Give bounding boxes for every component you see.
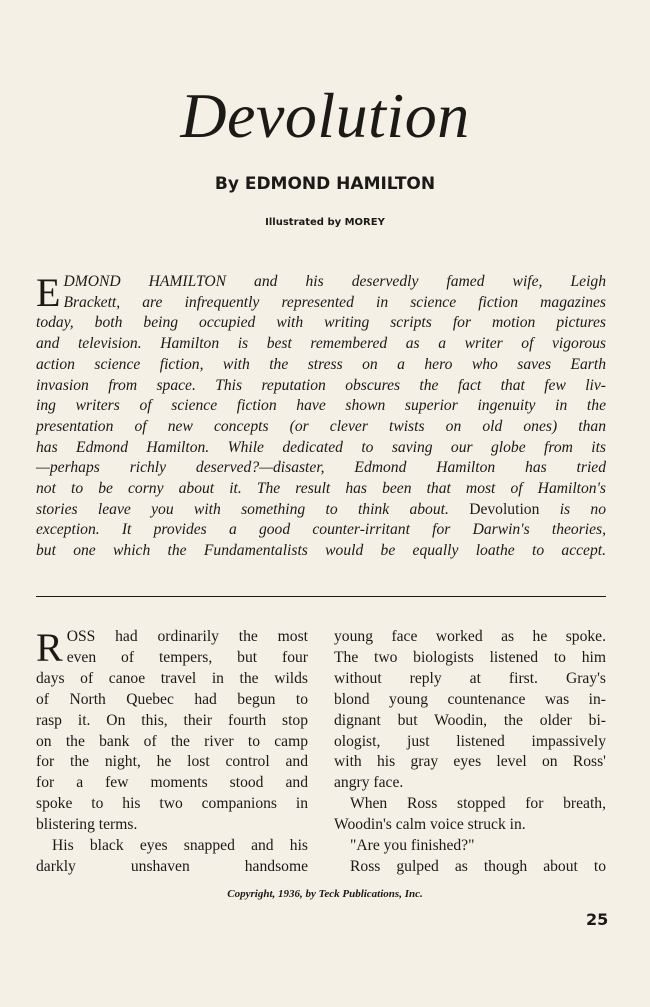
- intro-line: presentation of new concepts (or clever twists on old ones) than: [36, 417, 606, 435]
- intro-line: exception. It provides a good counter-irritant for Darwin's theories,: [36, 521, 606, 539]
- story-line: even of tempers, but four: [66, 648, 308, 666]
- story-line: dignant but Woodin, the older bi-: [334, 711, 606, 729]
- intro-line: but one which the Fundamentalists would be equally loathe to accept.: [36, 542, 606, 560]
- story-line: rasp it. On this, their fourth stop: [36, 711, 308, 729]
- story-line: with his gray eyes level on Ross': [334, 753, 606, 771]
- story-line: for the night, he lost control and: [36, 753, 308, 771]
- intro-line: DMOND HAMILTON and his deservedly famed wife, Leigh: [63, 273, 606, 290]
- story-line: darkly unshaven handsome: [36, 857, 308, 875]
- intro-line: action science fiction, with the stress on a hero who saves Earth: [36, 355, 606, 373]
- author-byline: By EDMOND HAMILTON: [214, 174, 436, 194]
- story-line: on the bank of the river to camp: [36, 732, 308, 750]
- intro-line: invasion from space. This reputation obscures the fact that few liv-: [36, 376, 606, 394]
- story-line: spoke to his two companions in: [36, 795, 308, 813]
- illustrator-credit: Illustrated by MOREY: [265, 217, 385, 228]
- intro-line: Brackett, are infrequently represented in science fiction magazines: [63, 293, 606, 311]
- page-number: 25: [586, 910, 609, 929]
- story-line: young face worked as he spoke.: [334, 628, 606, 645]
- intro-line: —perhaps richly deserved?—disaster, Edmond Hamilton has tried: [36, 459, 606, 477]
- intro-line-text: stories leave you with something to think about.: [36, 500, 449, 518]
- intro-line: not to be corny about it. The result has been that most of Hamilton's: [36, 480, 606, 498]
- story-line: OSS had ordinarily the most: [66, 628, 308, 645]
- story-line: His black eyes snapped and his: [52, 837, 308, 855]
- intro-line: and television. Hamilton is best remembered as a writer of vigorous: [36, 335, 606, 353]
- story-title: Devolution: [180, 80, 470, 151]
- story-line: blond young countenance was in-: [334, 690, 606, 708]
- intro-title-mention: Devolution: [469, 500, 540, 518]
- story-line: blistering terms.: [36, 816, 138, 834]
- editorial-introduction: [36, 272, 606, 562]
- story-line: without reply at first. Gray's: [334, 669, 606, 687]
- story-line: days of canoe travel in the wilds: [36, 669, 308, 687]
- story-line: angry face.: [334, 774, 404, 792]
- story-line: Woodin's calm voice struck in.: [334, 816, 526, 834]
- story-column-left: [36, 627, 308, 878]
- story-line: for a few moments stood and: [36, 774, 308, 792]
- intro-drop-cap: E: [36, 270, 61, 315]
- story-line: of North Quebec had begun to: [36, 690, 308, 708]
- intro-line-with-title: [36, 500, 606, 521]
- copyright-notice: Copyright, 1936, by Teck Publications, Inc.: [227, 888, 423, 900]
- story-line: ologist, just listened impassively: [334, 732, 606, 750]
- section-divider: [36, 596, 606, 597]
- intro-line: today, both being occupied with writing scripts for motion pictures: [36, 314, 606, 332]
- story-line: When Ross stopped for breath,: [350, 795, 606, 813]
- intro-line: has Edmond Hamilton. While dedicated to saving our globe from its: [36, 438, 606, 456]
- story-drop-cap: R: [36, 625, 63, 670]
- story-line: Ross gulped as though about to: [350, 857, 606, 875]
- intro-line: ing writers of science fiction have shown superior ingenuity in the: [36, 397, 606, 415]
- story-line: The two biologists listened to him: [334, 648, 606, 666]
- story-column-right: [334, 627, 606, 878]
- intro-line-tail: is no: [539, 500, 606, 518]
- story-line: "Are you finished?": [350, 837, 475, 855]
